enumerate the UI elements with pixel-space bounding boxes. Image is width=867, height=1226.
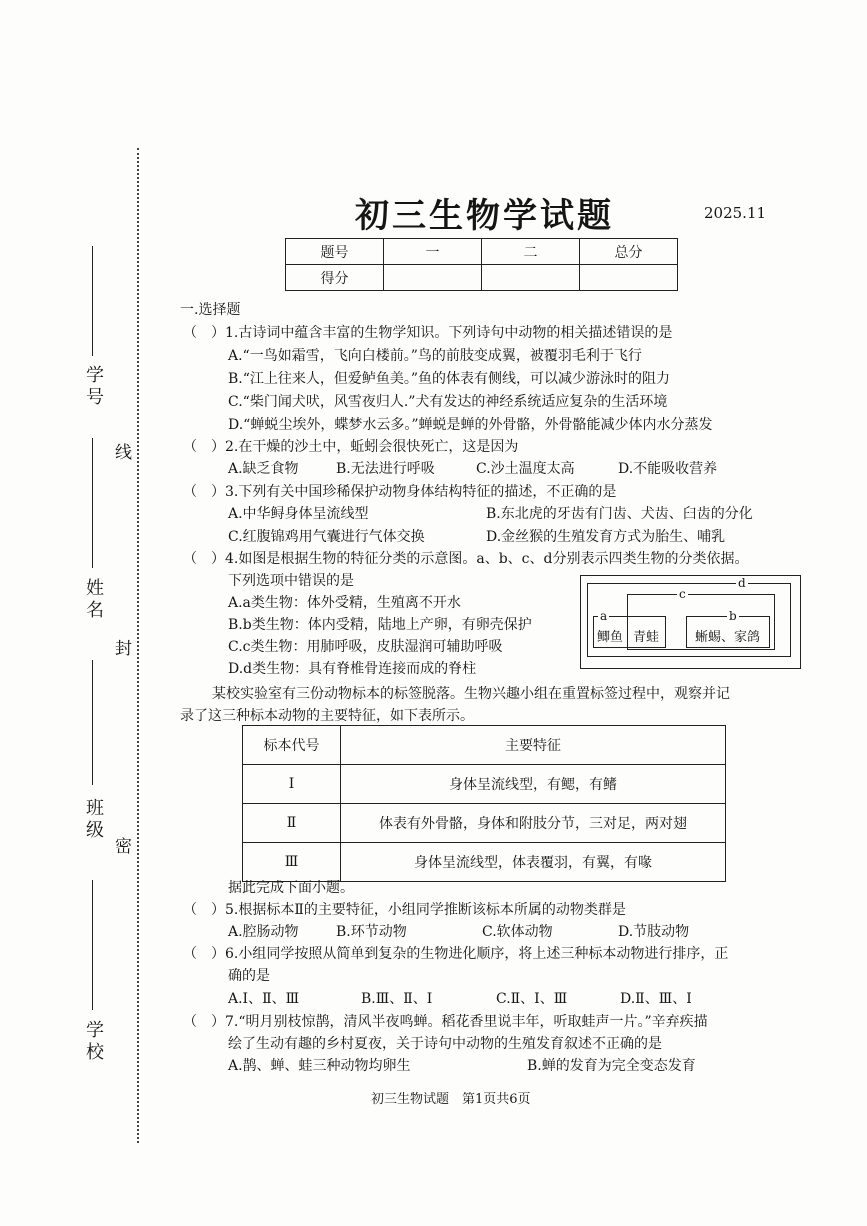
q6-option-d: D.Ⅱ、Ⅲ、Ⅰ: [620, 991, 692, 1007]
animal-frog: 青蛙: [633, 630, 660, 645]
score-input-cell[interactable]: [482, 265, 580, 291]
label-b: b: [729, 609, 737, 623]
section-heading: 一.选择题: [180, 302, 241, 318]
page-title: 初三生物学试题: [355, 196, 614, 236]
xuehao-field-line: [92, 246, 93, 356]
question-4-stem: （ ）4.如图是根据生物的特征分类的示意图。a、b、c、d分别表示四类生物的分类依据。: [183, 551, 749, 567]
xingming-label: 姓名: [83, 578, 104, 622]
q5-option-d: D.节肢动物: [618, 924, 690, 940]
q5-option-b: B.环节动物: [336, 924, 407, 940]
table-row: [243, 765, 726, 804]
banji-field-line: [92, 660, 93, 785]
score-table: [285, 238, 678, 291]
passage-line-1: 某校实验室有三份动物标本的标签脱落。生物兴趣小组在重置标签过程中，观察并记: [212, 686, 730, 702]
question-6-stem: （ ）6.小组同学按照从简单到复杂的生物进化顺序，将上述三种标本动物进行排序，正: [183, 946, 729, 962]
q1-option-d: D.“蝉蜕尘埃外，蝶梦水云多。”蝉蜕是蝉的外骨骼，外骨骼能减少体内水分蒸发: [228, 417, 713, 433]
q2-option-c: C.沙土温度太高: [476, 461, 575, 477]
classification-diagram: [580, 575, 801, 669]
q3-option-a: A.中华鲟身体呈流线型: [228, 506, 369, 522]
q2-option-b: B.无法进行呼吸: [336, 461, 435, 477]
score-cell: 二: [482, 239, 580, 265]
question-1-stem: （ ）1.古诗词中蕴含丰富的生物学知识。下列诗句中动物的相关描述错误的是: [183, 325, 673, 341]
animal-crucian-carp: 鲫鱼: [597, 630, 624, 645]
specimen-header-features: 主要特征: [341, 726, 726, 765]
xuexiao-field-line: [92, 880, 93, 1010]
specimen-table: [242, 725, 726, 882]
q4-option-c: C.c类生物：用肺呼吸，皮肤湿润可辅助呼吸: [228, 639, 503, 655]
xingming-field-line: [92, 438, 93, 568]
question-3-stem: （ ）3.下列有关中国珍稀保护动物身体结构特征的描述，不正确的是: [183, 484, 617, 500]
q6-option-b: B.Ⅲ、Ⅱ、Ⅰ: [361, 991, 433, 1007]
exam-date: 2025.11: [704, 204, 767, 222]
binding-dotted-line: [137, 148, 139, 1143]
table-row: [243, 843, 726, 882]
after-table-note: 据此完成下面小题。: [228, 880, 354, 896]
q1-option-b: B.“江上往来人，但爱鲈鱼美。”鱼的体表有侧线，可以减少游泳时的阻力: [228, 371, 671, 387]
q7-option-a: A.鹊、蝉、蛙三种动物均卵生: [228, 1058, 411, 1074]
score-input-cell[interactable]: [580, 265, 678, 291]
q3-option-d: D.金丝猴的生殖发育方式为胎生、哺乳: [486, 529, 726, 545]
q4-option-d: D.d类生物：具有脊椎骨连接而成的脊柱: [228, 661, 477, 677]
q2-option-a: A.缺乏食物: [228, 461, 299, 477]
q7-option-b: B.蝉的发育为完全变态发育: [527, 1058, 696, 1074]
specimen-code: Ⅲ: [243, 843, 341, 882]
specimen-features: 体表有外骨骼，身体和附肢分节，三对足，两对翅: [341, 804, 726, 843]
q5-option-c: C.软体动物: [482, 924, 553, 940]
score-table-header-row: [286, 239, 678, 265]
question-6-stem-2: 确的是: [228, 968, 270, 984]
specimen-code: Ⅰ: [243, 765, 341, 804]
specimen-table-header: [243, 726, 726, 765]
specimen-code: Ⅱ: [243, 804, 341, 843]
xuexiao-label: 学校: [83, 1020, 104, 1064]
table-row: [243, 804, 726, 843]
cut-mark-mi: 密: [115, 837, 132, 857]
q3-option-c: C.红腹锦鸡用气囊进行气体交换: [228, 529, 425, 545]
cut-mark-xian: 线: [115, 443, 132, 463]
q1-option-c: C.“柴门闻犬吠，风雪夜归人.”犬有发达的神经系统适应复杂的生活环境: [228, 394, 668, 410]
label-d: d: [738, 576, 746, 590]
xuehao-label: 学号: [83, 365, 104, 409]
question-5-stem: （ ）5.根据标本Ⅱ的主要特征，小组同学推断该标本所属的动物类群是: [183, 902, 626, 918]
q5-option-a: A.腔肠动物: [228, 924, 299, 940]
specimen-header-code: 标本代号: [243, 726, 341, 765]
page-footer: 初三生物试题 第1页共6页: [371, 1092, 531, 1107]
question-7-stem-2: 绘了生动有趣的乡村夏夜，关于诗句中动物的生殖发育叙述不正确的是: [228, 1036, 662, 1052]
q2-option-d: D.不能吸收营养: [618, 461, 718, 477]
specimen-features: 身体呈流线型，有鳃，有鳍: [341, 765, 726, 804]
banji-label: 班级: [83, 798, 104, 842]
passage-line-2: 录了这三种标本动物的主要特征，如下表所示。: [180, 708, 474, 724]
score-input-cell[interactable]: [384, 265, 482, 291]
cut-mark-feng: 封: [115, 639, 132, 659]
question-7-stem: （ ）7.“明月别枝惊鹊，清风半夜鸣蝉。稻花香里说丰年，听取蛙声一片。”辛弃疾描: [183, 1014, 708, 1030]
q1-option-a: A.“一鸟如霜雪，飞向白楼前。”鸟的前肢变成翼，被覆羽毛利于飞行: [228, 348, 642, 364]
question-2-stem: （ ）2.在干燥的沙土中，蚯蚓会很快死亡，这是因为: [183, 439, 519, 455]
animal-lizard-pigeon: 蜥蜴、家鸽: [695, 630, 761, 645]
q6-option-a: A.Ⅰ、Ⅱ、Ⅲ: [228, 991, 300, 1007]
score-cell: 题号: [286, 239, 384, 265]
score-cell: 总分: [580, 239, 678, 265]
q4-substem: 下列选项中错误的是: [228, 573, 354, 589]
score-cell: 一: [384, 239, 482, 265]
label-c: c: [679, 587, 686, 601]
q3-option-b: B.东北虎的牙齿有门齿、犬齿、臼齿的分化: [486, 506, 753, 522]
label-a: a: [600, 609, 608, 623]
q6-option-c: C.Ⅱ、Ⅰ、Ⅲ: [496, 991, 568, 1007]
q4-option-a: A.a类生物：体外受精，生殖离不开水: [228, 595, 461, 611]
score-table-score-row: [286, 265, 678, 291]
q4-option-b: B.b类生物：体内受精，陆地上产卵，有卵壳保护: [228, 617, 532, 633]
specimen-features: 身体呈流线型，体表覆羽，有翼，有喙: [341, 843, 726, 882]
score-cell: 得分: [286, 265, 384, 291]
